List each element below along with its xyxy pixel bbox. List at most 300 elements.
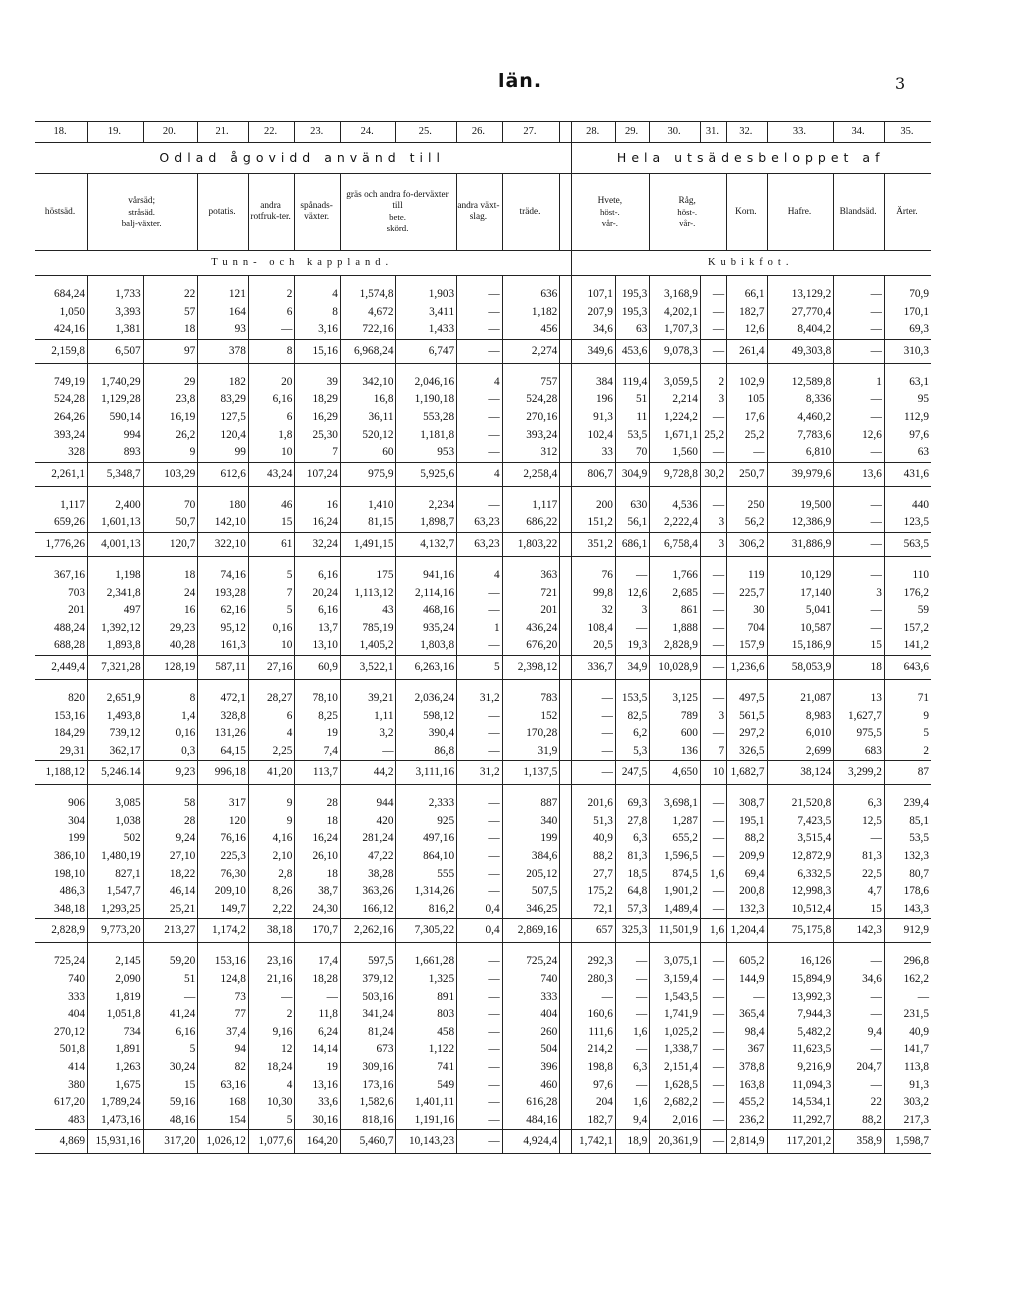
table-cell: 17,140 — [767, 585, 834, 603]
table-cell: 16,126 — [767, 953, 834, 971]
table-cell: 484,16 — [502, 1112, 560, 1130]
gap-cell — [560, 1041, 572, 1059]
table-cell: 182 — [198, 374, 249, 392]
table-cell: — — [834, 409, 885, 427]
table-cell: 553,28 — [396, 409, 457, 427]
table-cell: 935,24 — [396, 620, 457, 638]
total-row — [35, 339, 931, 363]
table-cell: 15,186,9 — [767, 637, 834, 655]
header-trade: träde. — [502, 174, 560, 251]
column-number: 28. — [572, 122, 615, 143]
table-cell: 1,766 — [650, 567, 701, 585]
table-cell: 29,31 — [59, 744, 86, 757]
table-cell: 131,26 — [198, 725, 249, 743]
table-cell: 11,501,9 — [650, 919, 701, 943]
table-cell: 18 — [143, 567, 198, 585]
table-cell: 384,6 — [502, 848, 560, 866]
table-cell: 16 — [143, 602, 198, 620]
table-cell: 178,6 — [884, 883, 931, 901]
table-cell: 6,16 — [143, 1024, 198, 1042]
table-cell: 1,707,3 — [650, 321, 701, 339]
table-cell: 803 — [396, 1006, 457, 1024]
table-cell: — — [457, 1024, 503, 1042]
header-varsad-label: vårsäd; — [128, 195, 156, 206]
table-cell: 1,191,16 — [396, 1112, 457, 1130]
table-cell: 1,117 — [502, 497, 560, 515]
table-cell: 16,8 — [340, 391, 396, 409]
table-cell: 328 — [68, 446, 86, 459]
table-cell: 4,132,7 — [396, 532, 457, 556]
table-cell: 1 — [457, 620, 503, 638]
table-row — [35, 567, 931, 585]
column-number: 35. — [884, 122, 931, 143]
table-cell: 198,10 — [54, 867, 86, 880]
spacer-row — [35, 679, 931, 690]
gap-cell — [560, 304, 572, 322]
table-cell: 741 — [396, 1059, 457, 1077]
table-cell: 497,5 — [727, 690, 767, 708]
table-cell: 59,20 — [143, 953, 198, 971]
table-cell: — — [457, 1077, 503, 1095]
table-cell: 34,9 — [615, 655, 649, 679]
table-cell: 3 — [834, 585, 885, 603]
table-cell: 10,129 — [767, 567, 834, 585]
header-arter: Ärter. — [884, 174, 931, 251]
table-cell: — — [457, 795, 503, 813]
gap-cell — [560, 409, 572, 427]
table-cell: 18,29 — [295, 391, 341, 409]
table-cell: — — [572, 725, 615, 743]
table-cell: 1,287 — [650, 813, 701, 831]
table-cell: — — [457, 725, 503, 743]
table-cell: 912,9 — [884, 919, 931, 943]
table-cell: 72,1 — [572, 901, 615, 919]
table-cell: 789 — [650, 708, 701, 726]
table-cell: — — [457, 866, 503, 884]
table-cell: 195,3 — [615, 304, 649, 322]
table-cell: 60 — [340, 444, 396, 462]
table-cell: 39,979,6 — [767, 462, 834, 486]
table-cell: 70,9 — [884, 286, 931, 304]
table-cell: 213,27 — [143, 919, 198, 943]
table-cell: 944 — [340, 795, 396, 813]
table-cell: 83,29 — [198, 391, 249, 409]
table-cell: 1,137,5 — [502, 761, 560, 785]
table-cell: 1,682,7 — [727, 761, 767, 785]
table-cell: 170,1 — [884, 304, 931, 322]
table-cell: 13,16 — [295, 1077, 341, 1095]
table-cell: 1,627,7 — [834, 708, 885, 726]
table-cell: 2,090 — [88, 971, 144, 989]
table-cell: 22 — [834, 1094, 885, 1112]
gap-cell — [560, 321, 572, 339]
table-cell: — — [700, 444, 726, 462]
table-cell: 31,2 — [457, 761, 503, 785]
gap-cell — [560, 602, 572, 620]
table-cell: 1,122 — [396, 1041, 457, 1059]
table-cell: 17,4 — [295, 953, 341, 971]
table-cell: 4,001,13 — [88, 532, 144, 556]
table-cell: 30,16 — [295, 1112, 341, 1130]
table-row — [35, 585, 931, 603]
header-bete: bete. — [389, 212, 406, 222]
gap-cell — [560, 655, 572, 679]
table-cell: 70 — [143, 497, 198, 515]
spacer-row — [35, 943, 931, 954]
gap-cell — [560, 1077, 572, 1095]
table-cell: 16,29 — [295, 409, 341, 427]
table-cell: 1,742,1 — [572, 1130, 615, 1154]
table-cell: 10,587 — [767, 620, 834, 638]
table-cell: 453,6 — [615, 339, 649, 363]
table-cell: 63,1 — [884, 374, 931, 392]
table-cell: — — [700, 953, 726, 971]
table-cell: 757 — [502, 374, 560, 392]
table-cell: 31,9 — [502, 743, 560, 761]
table-cell: 10,512,4 — [767, 901, 834, 919]
table-cell: — — [884, 989, 931, 1007]
table-cell: 1,188,12 — [35, 761, 88, 785]
table-cell: 3,2 — [340, 725, 396, 743]
table-cell: 164 — [198, 304, 249, 322]
table-cell: 2,449,4 — [35, 655, 88, 679]
table-cell: 77 — [198, 1006, 249, 1024]
table-cell: 1,174,2 — [198, 919, 249, 943]
table-cell: 41,20 — [248, 761, 295, 785]
table-cell: 10 — [700, 761, 726, 785]
table-cell: — — [457, 1094, 503, 1112]
table-cell: 2 — [248, 286, 295, 304]
table-cell: 16,24 — [295, 514, 341, 532]
table-cell: 1,628,5 — [650, 1077, 701, 1095]
table-cell: 76 — [572, 567, 615, 585]
table-cell: 12 — [248, 1041, 295, 1059]
table-cell: 13,992,3 — [767, 989, 834, 1007]
table-cell: 563,5 — [884, 532, 931, 556]
table-cell: — — [700, 901, 726, 919]
table-cell: 236,2 — [727, 1112, 767, 1130]
table-cell: 36,11 — [340, 409, 396, 427]
column-number: 26. — [457, 122, 503, 143]
table-cell: — — [700, 883, 726, 901]
column-number: 30. — [650, 122, 701, 143]
table-cell: 94 — [198, 1041, 249, 1059]
table-cell: 19,500 — [767, 497, 834, 515]
table-cell: 12,5 — [834, 813, 885, 831]
gap-cell — [560, 1112, 572, 1130]
table-cell: 549 — [396, 1077, 457, 1095]
table-cell: 1,117 — [60, 498, 86, 511]
table-cell: 168 — [198, 1094, 249, 1112]
table-row — [35, 1112, 931, 1130]
table-cell: 32,24 — [295, 532, 341, 556]
table-cell: 8,25 — [295, 708, 341, 726]
table-cell: 503,16 — [340, 989, 396, 1007]
gap-cell — [560, 725, 572, 743]
table-cell: 9,23 — [143, 761, 198, 785]
column-number: 24. — [340, 122, 396, 143]
header-strasad: stråsäd. — [128, 206, 155, 217]
table-cell: 1,051,8 — [88, 1006, 144, 1024]
table-cell: 6,16 — [248, 391, 295, 409]
table-cell: 816,2 — [396, 901, 457, 919]
table-cell: 3,299,2 — [834, 761, 885, 785]
table-cell: 18,5 — [615, 866, 649, 884]
table-cell: 182,7 — [572, 1112, 615, 1130]
header-gap — [560, 174, 572, 251]
gap-cell — [560, 690, 572, 708]
table-cell: 6,2 — [615, 725, 649, 743]
table-cell: 827,1 — [88, 866, 144, 884]
table-cell: 893 — [88, 444, 144, 462]
table-cell: 12,872,9 — [767, 848, 834, 866]
table-cell: 3,411 — [396, 304, 457, 322]
table-cell: — — [834, 953, 885, 971]
table-cell: 504 — [502, 1041, 560, 1059]
table-cell: 2,151,4 — [650, 1059, 701, 1077]
header-gras-label: gräs och andra fo-derväxter till — [346, 190, 449, 211]
table-cell: — — [700, 1130, 726, 1154]
table-cell: 502 — [88, 830, 144, 848]
table-cell: 98,4 — [727, 1024, 767, 1042]
table-cell: 304 — [68, 814, 86, 827]
table-cell: — — [457, 830, 503, 848]
table-cell: 6,507 — [88, 339, 144, 363]
table-cell: 15 — [143, 1077, 198, 1095]
header-varsad — [88, 174, 198, 251]
table-cell: 7,4 — [295, 743, 341, 761]
table-row — [35, 795, 931, 813]
table-cell: 11 — [615, 409, 649, 427]
table-cell: 18,22 — [143, 866, 198, 884]
table-cell: 18 — [295, 866, 341, 884]
table-cell: — — [834, 286, 885, 304]
table-cell: 46,14 — [143, 883, 198, 901]
table-cell: 996,18 — [198, 761, 249, 785]
table-cell: 2,261,1 — [35, 462, 88, 486]
table-cell: 23,8 — [143, 391, 198, 409]
column-number: 20. — [143, 122, 198, 143]
table-cell: 336,7 — [572, 655, 615, 679]
table-cell: 214,2 — [572, 1041, 615, 1059]
table-cell: 153,16 — [54, 709, 86, 722]
table-cell: 13,129,2 — [767, 286, 834, 304]
table-cell: 166,12 — [340, 901, 396, 919]
table-cell: 5,460,7 — [340, 1130, 396, 1154]
table-cell: 196 — [572, 391, 615, 409]
gap-cell — [560, 919, 572, 943]
table-cell: 28 — [295, 795, 341, 813]
table-cell: 201 — [502, 602, 560, 620]
table-cell: — — [457, 409, 503, 427]
spacer-row — [35, 785, 931, 796]
table-cell: 119 — [727, 567, 767, 585]
table-cell: 225,3 — [198, 848, 249, 866]
table-cell: 414 — [68, 1061, 86, 1073]
header-hvete-var: vår-. — [601, 217, 618, 228]
table-cell: 524,28 — [502, 391, 560, 409]
table-cell: — — [834, 602, 885, 620]
total-row — [35, 919, 931, 943]
table-cell: 28 — [143, 813, 198, 831]
table-cell: 1,671,1 — [650, 427, 701, 445]
gap-cell — [560, 743, 572, 761]
table-cell: — — [834, 321, 885, 339]
table-cell: 6 — [248, 409, 295, 427]
table-cell: 2,814,9 — [727, 1130, 767, 1154]
table-cell: 22 — [143, 286, 198, 304]
table-cell: 9 — [248, 795, 295, 813]
table-cell: — — [457, 1041, 503, 1059]
table-cell: — — [700, 602, 726, 620]
table-cell: 655,2 — [650, 830, 701, 848]
gap-cell — [560, 444, 572, 462]
table-cell: 8 — [143, 690, 198, 708]
table-cell: 207,9 — [572, 304, 615, 322]
table-cell: 7,944,3 — [767, 1006, 834, 1024]
table-cell: 524,28 — [54, 393, 86, 406]
table-cell: — — [457, 321, 503, 339]
table-cell: 1,480,19 — [88, 848, 144, 866]
table-cell: 6,3 — [615, 1059, 649, 1077]
table-cell: 121 — [198, 286, 249, 304]
table-cell: 180 — [198, 497, 249, 515]
table-cell: — — [572, 690, 615, 708]
table-cell: 18 — [834, 655, 885, 679]
table-row — [35, 848, 931, 866]
table-cell: 34,6 — [572, 321, 615, 339]
table-cell: 2,8 — [248, 866, 295, 884]
gap-cell — [560, 374, 572, 392]
total-row — [35, 462, 931, 486]
table-cell: 247,5 — [615, 761, 649, 785]
table-cell: 296,8 — [884, 953, 931, 971]
table-cell: 2,214 — [650, 391, 701, 409]
table-cell: 56,1 — [615, 514, 649, 532]
table-cell: 43,24 — [248, 462, 295, 486]
statistics-table — [35, 121, 931, 1154]
table-cell: — — [457, 989, 503, 1007]
table-cell: 29,23 — [143, 620, 198, 638]
header-hostsad: höstsäd. — [35, 174, 88, 251]
table-row — [35, 690, 931, 708]
table-cell: 71 — [884, 690, 931, 708]
table-cell: 260 — [502, 1024, 560, 1042]
table-cell: 1,547,7 — [88, 883, 144, 901]
column-number: 19. — [88, 122, 144, 143]
table-cell: 270,16 — [502, 409, 560, 427]
table-cell: 23,16 — [248, 953, 295, 971]
table-cell: — — [700, 830, 726, 848]
table-cell: 123,5 — [884, 514, 931, 532]
table-cell: 6,968,24 — [340, 339, 396, 363]
table-cell: 170,28 — [502, 725, 560, 743]
header-andra-vaxtslag: andra växt-slag. — [457, 174, 503, 251]
table-cell: 468,16 — [396, 602, 457, 620]
table-cell: — — [700, 1059, 726, 1077]
table-cell: 349,6 — [572, 339, 615, 363]
table-cell: 105 — [727, 391, 767, 409]
table-cell: 472,1 — [198, 690, 249, 708]
table-cell: 200,8 — [727, 883, 767, 901]
table-cell: 994 — [88, 427, 144, 445]
table-cell: 1,675 — [88, 1077, 144, 1095]
gap-cell — [560, 708, 572, 726]
table-cell: 8 — [248, 339, 295, 363]
gap-cell — [560, 620, 572, 638]
table-cell: 8 — [295, 304, 341, 322]
table-cell: 250,7 — [727, 462, 767, 486]
table-cell: — — [457, 304, 503, 322]
table-cell: 9,16 — [248, 1024, 295, 1042]
table-cell: — — [457, 953, 503, 971]
table-cell: 63,23 — [457, 514, 503, 532]
subheading-row — [35, 174, 931, 251]
column-number: 34. — [834, 122, 885, 143]
table-cell: 6,747 — [396, 339, 457, 363]
table-cell: 15 — [834, 901, 885, 919]
table-cell: 1,038 — [88, 813, 144, 831]
table-cell: 39 — [295, 374, 341, 392]
table-cell: 2,234 — [396, 497, 457, 515]
table-row — [35, 620, 931, 638]
table-cell: 149,7 — [198, 901, 249, 919]
table-cell: 306,2 — [727, 532, 767, 556]
table-row — [35, 304, 931, 322]
table-cell: 111,6 — [572, 1024, 615, 1042]
column-number: 31. — [700, 122, 726, 143]
table-cell: 1,491,15 — [340, 532, 396, 556]
table-cell: 1,325 — [396, 971, 457, 989]
gap-cell — [560, 830, 572, 848]
table-cell: — — [834, 304, 885, 322]
table-cell: 309,16 — [340, 1059, 396, 1077]
table-cell: 325,3 — [615, 919, 649, 943]
table-cell: 57,3 — [615, 901, 649, 919]
table-row — [35, 830, 931, 848]
header-rag-var: vår-. — [679, 217, 696, 228]
table-cell: 0,4 — [457, 919, 503, 943]
table-cell: — — [700, 1094, 726, 1112]
table-cell: — — [457, 971, 503, 989]
table-cell: 887 — [502, 795, 560, 813]
table-cell: 44,2 — [340, 761, 396, 785]
table-cell: 384 — [572, 374, 615, 392]
table-cell: 16,19 — [143, 409, 198, 427]
table-cell: 2 — [884, 743, 931, 761]
table-cell: 806,7 — [572, 462, 615, 486]
table-cell: 303,2 — [884, 1094, 931, 1112]
table-cell: 161,3 — [198, 637, 249, 655]
table-cell: 205,12 — [502, 866, 560, 884]
table-cell: 3 — [700, 391, 726, 409]
table-row — [35, 374, 931, 392]
table-cell: — — [700, 497, 726, 515]
table-cell: 1,025,2 — [650, 1024, 701, 1042]
table-cell: 4,650 — [650, 761, 701, 785]
table-cell: — — [572, 708, 615, 726]
table-cell: 8,336 — [767, 391, 834, 409]
table-body — [35, 276, 931, 1154]
table-cell: 1,574,8 — [340, 286, 396, 304]
table-cell: 24 — [143, 585, 198, 603]
table-cell: 436,24 — [502, 620, 560, 638]
table-cell: — — [700, 1077, 726, 1095]
total-row — [35, 532, 931, 556]
table-cell: 0,3 — [143, 743, 198, 761]
table-cell: — — [700, 286, 726, 304]
table-cell: 1,433 — [396, 321, 457, 339]
